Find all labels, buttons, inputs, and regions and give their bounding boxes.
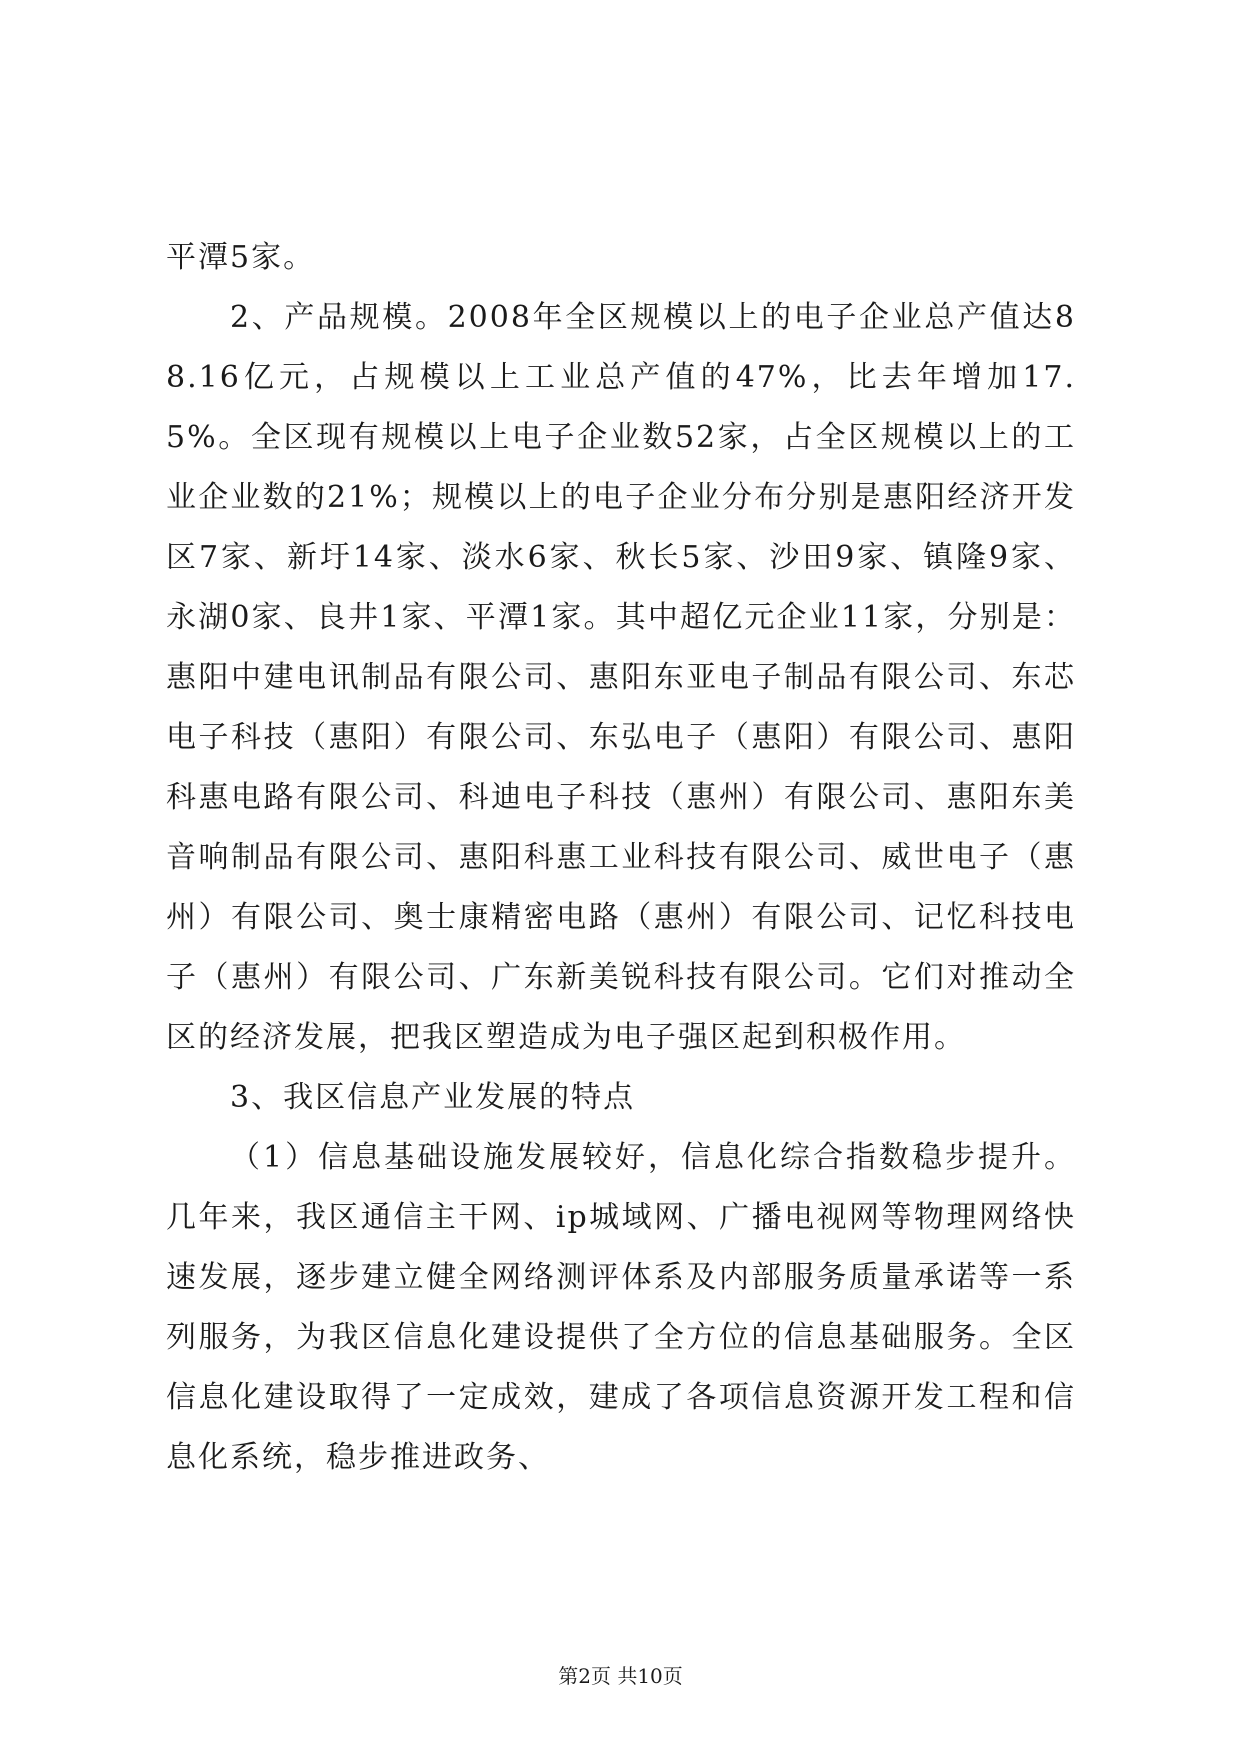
paragraph-continuation: 平潭5家。 (166, 240, 316, 275)
paragraph-infrastructure: （1）信息基础设施发展较好，信息化综合指数稳步提升。几年来，我区通信主干网、ip城域网、广播电视网等物理网络快速发展，逐步建立健全网络测评体系及内部服务质量承诺等一系列服务，为我区信息化建设提供了全方位的信息基础服务。全区信息化建设取得了一定成效，建成了各项信息资源开发工程和信息化系统，稳步推进政务、 (166, 1140, 1076, 1475)
body-text (166, 228, 1076, 1488)
section-heading-features: 3、我区信息产业发展的特点 (230, 1080, 636, 1115)
page-footer: 第2页 共10页 (558, 1664, 683, 1688)
paragraph-product-scale: 2、产品规模。2008年全区规模以上的电子企业总产值达88.16亿元，占规模以上工业总产值的47%，比去年增加17.5%。全区现有规模以上电子企业数52家，占全区规模以上的工业企业数的21%；规模以上的电子企业分布分别是惠阳经济开发区7家、新圩14家、淡水6家、秋长5家、沙田9家、镇隆9家、永湖0家、良井1家、平潭1家。其中超亿元企业11家，分别是：惠阳中建电讯制品有限公司、惠阳东亚电子制品有限公司、东芯电子科技（惠阳）有限公司、东弘电子（惠阳）有限公司、惠阳科惠电路有限公司、科迪电子科技（惠州）有限公司、惠阳东美音响制品有限公司、惠阳科惠工业科技有限公司、威世电子（惠州）有限公司、奥士康精密电路（惠州）有限公司、记忆科技电子（惠州）有限公司、广东新美锐科技有限公司。它们对推动全区的经济发展，把我区塑造成为电子强区起到积极作用。 (166, 300, 1076, 1055)
